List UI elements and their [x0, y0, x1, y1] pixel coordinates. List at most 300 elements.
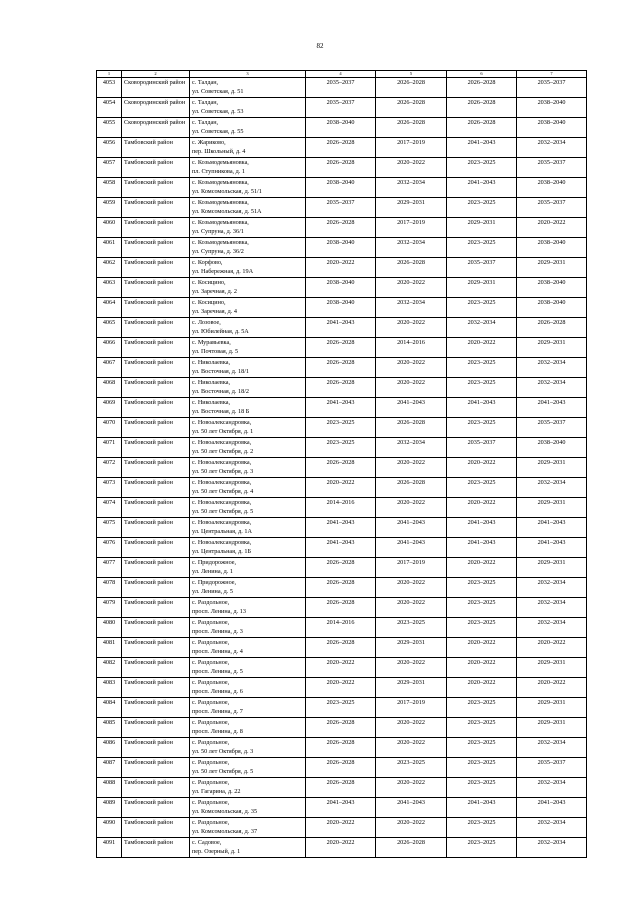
row-number: 4062 [97, 258, 122, 278]
table-row [97, 98, 587, 118]
column-number: 1 [97, 71, 122, 78]
period-cell: 2020–2022 [306, 838, 376, 858]
district-cell: Тамбовский район [122, 358, 190, 378]
address-cell [190, 518, 306, 538]
row-number: 4070 [97, 418, 122, 438]
row-number: 4053 [97, 78, 122, 98]
period-cell: 2035–2037 [306, 98, 376, 118]
address-line-2: ул. Юбилейная, д. 5А [192, 328, 249, 335]
address-line-2: просп. Ленина, д. 6 [192, 688, 243, 695]
period-cell: 2038–2040 [517, 278, 587, 298]
address-line-1: с. Новоалександровка, [192, 419, 252, 426]
period-cell: 2041–2043 [376, 798, 447, 818]
address-line-1: с. Раздольное, [192, 699, 230, 706]
period-cell: 2032–2034 [517, 618, 587, 638]
row-number: 4059 [97, 198, 122, 218]
period-cell: 2032–2034 [517, 378, 587, 398]
address-line-2: ул. 50 лет Октября, д. 3 [192, 748, 254, 755]
period-cell: 2026–2028 [517, 318, 587, 338]
district-cell: Тамбовский район [122, 718, 190, 738]
table-row [97, 278, 587, 298]
address-line-1: с. Новоалександровка, [192, 519, 252, 526]
row-number: 4087 [97, 758, 122, 778]
address-cell [190, 778, 306, 798]
period-cell: 2020–2022 [376, 498, 447, 518]
period-cell: 2026–2028 [306, 738, 376, 758]
district-cell: Тамбовский район [122, 378, 190, 398]
period-cell: 2026–2028 [306, 598, 376, 618]
district-cell: Тамбовский район [122, 518, 190, 538]
address-cell [190, 478, 306, 498]
address-line-2: просп. Ленина, д. 13 [192, 608, 246, 615]
address-cell [190, 218, 306, 238]
address-line-2: ул. Восточная, д. 18/1 [192, 368, 250, 375]
table-row [97, 518, 587, 538]
period-cell: 2038–2040 [517, 118, 587, 138]
period-cell: 2017–2019 [376, 218, 447, 238]
district-cell: Тамбовский район [122, 258, 190, 278]
table-row [97, 418, 587, 438]
period-cell: 2041–2043 [306, 798, 376, 818]
period-cell: 2020–2022 [447, 558, 517, 578]
row-number: 4061 [97, 238, 122, 258]
address-cell [190, 178, 306, 198]
row-number: 4069 [97, 398, 122, 418]
period-cell: 2035–2037 [447, 258, 517, 278]
period-cell: 2029–2031 [517, 258, 587, 278]
district-cell: Тамбовский район [122, 678, 190, 698]
address-cell [190, 238, 306, 258]
address-line-2: просп. Ленина, д. 8 [192, 728, 243, 735]
address-cell [190, 538, 306, 558]
period-cell: 2020–2022 [517, 678, 587, 698]
period-cell: 2020–2022 [376, 778, 447, 798]
row-number: 4057 [97, 158, 122, 178]
address-cell [190, 758, 306, 778]
period-cell: 2038–2040 [517, 438, 587, 458]
period-cell: 2041–2043 [447, 518, 517, 538]
period-cell: 2020–2022 [376, 458, 447, 478]
period-cell: 2023–2025 [376, 758, 447, 778]
table-row [97, 258, 587, 278]
column-number: 5 [376, 71, 447, 78]
address-line-2: ул. Супруна, д. 36/2 [192, 248, 244, 255]
address-line-2: ул. Комсомольская, д. 37 [192, 828, 258, 835]
address-line-2: пер. Школьный, д. 4 [192, 148, 246, 155]
address-line-1: с. Раздольное, [192, 799, 230, 806]
district-cell: Тамбовский район [122, 538, 190, 558]
period-cell: 2041–2043 [447, 138, 517, 158]
period-cell: 2041–2043 [376, 518, 447, 538]
district-cell: Тамбовский район [122, 458, 190, 478]
district-cell: Тамбовский район [122, 798, 190, 818]
row-number: 4073 [97, 478, 122, 498]
period-cell: 2029–2031 [517, 698, 587, 718]
table-row [97, 818, 587, 838]
row-number: 4080 [97, 618, 122, 638]
column-number: 2 [122, 71, 190, 78]
period-cell: 2026–2028 [306, 558, 376, 578]
district-cell: Тамбовский район [122, 618, 190, 638]
address-line-1: с. Раздольное, [192, 659, 230, 666]
period-cell: 2029–2031 [517, 718, 587, 738]
address-line-2: ул. Комсомольская, д. 51А [192, 208, 262, 215]
table-row [97, 138, 587, 158]
address-cell [190, 798, 306, 818]
period-cell: 2035–2037 [517, 78, 587, 98]
period-cell: 2023–2025 [447, 238, 517, 258]
period-cell: 2026–2028 [306, 338, 376, 358]
row-number: 4055 [97, 118, 122, 138]
period-cell: 2026–2028 [306, 778, 376, 798]
address-cell [190, 118, 306, 138]
period-cell: 2032–2034 [376, 298, 447, 318]
table-row [97, 198, 587, 218]
address-line-2: ул. Ленина, д. 5 [192, 588, 234, 595]
period-cell: 2023–2025 [306, 698, 376, 718]
address-line-2: ул. 50 лет Октября, д. 5 [192, 768, 254, 775]
district-cell: Тамбовский район [122, 638, 190, 658]
period-cell: 2032–2034 [517, 138, 587, 158]
period-cell: 2023–2025 [447, 838, 517, 858]
table-row [97, 218, 587, 238]
district-cell: Тамбовский район [122, 698, 190, 718]
address-line-2: ул. Комсомольская, д. 35 [192, 808, 258, 815]
period-cell: 2026–2028 [376, 258, 447, 278]
address-cell [190, 298, 306, 318]
period-cell: 2026–2028 [447, 78, 517, 98]
row-number: 4063 [97, 278, 122, 298]
period-cell: 2029–2031 [517, 558, 587, 578]
period-cell: 2041–2043 [447, 398, 517, 418]
period-cell: 2029–2031 [517, 458, 587, 478]
address-cell [190, 458, 306, 478]
period-cell: 2020–2022 [306, 478, 376, 498]
table-row [97, 318, 587, 338]
address-cell [190, 638, 306, 658]
address-line-1: с. Жариково, [192, 139, 226, 146]
row-number: 4082 [97, 658, 122, 678]
table-row [97, 798, 587, 818]
period-cell: 2026–2028 [447, 98, 517, 118]
row-number: 4089 [97, 798, 122, 818]
period-cell: 2038–2040 [306, 298, 376, 318]
column-number-row [97, 71, 587, 78]
period-cell: 2035–2037 [517, 198, 587, 218]
address-line-2: ул. Советская, д. 51 [192, 88, 244, 95]
address-line-1: с. Талдан, [192, 119, 219, 126]
address-line-2: ул. 50 лет Октября, д. 3 [192, 468, 254, 475]
district-cell: Тамбовский район [122, 758, 190, 778]
address-line-2: ул. Центральная, д. 1Б [192, 548, 251, 555]
period-cell: 2041–2043 [447, 798, 517, 818]
row-number: 4066 [97, 338, 122, 358]
address-line-1: с. Козьмодемьяновка, [192, 199, 249, 206]
period-cell: 2026–2028 [306, 638, 376, 658]
period-cell: 2023–2025 [376, 618, 447, 638]
district-cell: Тамбовский район [122, 138, 190, 158]
period-cell: 2017–2019 [376, 138, 447, 158]
address-line-1: с. Лозовое, [192, 319, 221, 326]
address-cell [190, 98, 306, 118]
period-cell: 2026–2028 [306, 218, 376, 238]
period-cell: 2038–2040 [517, 298, 587, 318]
address-cell [190, 158, 306, 178]
address-line-1: с. Козьмодемьяновка, [192, 179, 249, 186]
period-cell: 2023–2025 [447, 738, 517, 758]
address-cell [190, 418, 306, 438]
district-cell: Сковородинский район [122, 78, 190, 98]
period-cell: 2038–2040 [517, 98, 587, 118]
table-row [97, 578, 587, 598]
table-row [97, 618, 587, 638]
period-cell: 2032–2034 [517, 578, 587, 598]
period-cell: 2041–2043 [517, 538, 587, 558]
period-cell: 2032–2034 [376, 178, 447, 198]
table-row [97, 458, 587, 478]
period-cell: 2029–2031 [517, 658, 587, 678]
table-row [97, 758, 587, 778]
period-cell: 2020–2022 [306, 678, 376, 698]
district-cell: Тамбовский район [122, 178, 190, 198]
period-cell: 2041–2043 [447, 538, 517, 558]
address-line-1: с. Косицино, [192, 279, 226, 286]
address-line-2: ул. Центральная, д. 1А [192, 528, 252, 535]
row-number: 4075 [97, 518, 122, 538]
period-cell: 2035–2037 [306, 198, 376, 218]
table-row [97, 338, 587, 358]
row-number: 4058 [97, 178, 122, 198]
address-cell [190, 598, 306, 618]
address-cell [190, 578, 306, 598]
district-cell: Тамбовский район [122, 318, 190, 338]
period-cell: 2026–2028 [376, 838, 447, 858]
row-number: 4079 [97, 598, 122, 618]
row-number: 4067 [97, 358, 122, 378]
district-cell: Тамбовский район [122, 818, 190, 838]
address-cell [190, 818, 306, 838]
address-line-1: с. Новоалександровка, [192, 479, 252, 486]
row-number: 4068 [97, 378, 122, 398]
address-line-2: пл. Ступникова, д. 1 [192, 168, 245, 175]
period-cell: 2017–2019 [376, 698, 447, 718]
period-cell: 2020–2022 [376, 578, 447, 598]
period-cell: 2041–2043 [376, 538, 447, 558]
district-cell: Тамбовский район [122, 438, 190, 458]
period-cell: 2023–2025 [447, 158, 517, 178]
column-number: 3 [190, 71, 306, 78]
district-cell: Тамбовский район [122, 838, 190, 858]
period-cell: 2023–2025 [306, 418, 376, 438]
period-cell: 2014–2016 [376, 338, 447, 358]
period-cell: 2023–2025 [447, 198, 517, 218]
period-cell: 2038–2040 [306, 238, 376, 258]
address-cell [190, 318, 306, 338]
address-line-2: ул. Комсомольская, д. 51/1 [192, 188, 262, 195]
address-line-2: просп. Ленина, д. 5 [192, 668, 243, 675]
address-line-1: с. Муравьевка, [192, 339, 231, 346]
address-line-1: с. Новоалександровка, [192, 539, 252, 546]
period-cell: 2029–2031 [376, 638, 447, 658]
address-cell [190, 438, 306, 458]
address-cell [190, 398, 306, 418]
address-line-2: ул. Советская, д. 55 [192, 128, 244, 135]
address-line-2: ул. Заречная, д. 4 [192, 308, 237, 315]
page-number: 82 [316, 42, 324, 50]
period-cell: 2026–2028 [376, 418, 447, 438]
district-cell: Тамбовский район [122, 578, 190, 598]
period-cell: 2035–2037 [517, 418, 587, 438]
period-cell: 2032–2034 [517, 778, 587, 798]
address-line-1: с. Раздольное, [192, 779, 230, 786]
address-cell [190, 258, 306, 278]
address-line-1: с. Раздольное, [192, 759, 230, 766]
period-cell: 2032–2034 [517, 358, 587, 378]
period-cell: 2020–2022 [306, 818, 376, 838]
district-cell: Тамбовский район [122, 158, 190, 178]
period-cell: 2032–2034 [447, 318, 517, 338]
address-line-1: с. Николаевка, [192, 359, 231, 366]
district-cell: Тамбовский район [122, 558, 190, 578]
address-line-2: ул. 50 лет Октября, д. 5 [192, 508, 254, 515]
period-cell: 2020–2022 [447, 678, 517, 698]
address-line-1: с. Придорожное, [192, 579, 237, 586]
period-cell: 2032–2034 [517, 738, 587, 758]
period-cell: 2026–2028 [306, 718, 376, 738]
period-cell: 2041–2043 [306, 538, 376, 558]
row-number: 4084 [97, 698, 122, 718]
address-line-2: ул. 50 лет Октября, д. 4 [192, 488, 254, 495]
period-cell: 2023–2025 [447, 598, 517, 618]
period-cell: 2032–2034 [517, 478, 587, 498]
row-number: 4091 [97, 838, 122, 858]
address-line-2: ул. 50 лет Октября, д. 1 [192, 428, 254, 435]
period-cell: 2026–2028 [376, 78, 447, 98]
address-line-1: с. Талдан, [192, 99, 219, 106]
table-row [97, 778, 587, 798]
address-cell [190, 698, 306, 718]
period-cell: 2026–2028 [306, 758, 376, 778]
period-cell: 2020–2022 [517, 218, 587, 238]
address-line-1: с. Корфово, [192, 259, 223, 266]
period-cell: 2023–2025 [447, 718, 517, 738]
address-line-2: ул. Гагарина, д. 22 [192, 788, 241, 795]
period-cell: 2038–2040 [306, 178, 376, 198]
period-cell: 2026–2028 [376, 478, 447, 498]
district-cell: Тамбовский район [122, 198, 190, 218]
period-cell: 2041–2043 [447, 178, 517, 198]
address-line-2: просп. Ленина, д. 4 [192, 648, 243, 655]
period-cell: 2029–2031 [447, 218, 517, 238]
table-row [97, 538, 587, 558]
address-line-1: с. Козьмодемьяновка, [192, 159, 249, 166]
period-cell: 2020–2022 [376, 718, 447, 738]
period-cell: 2020–2022 [376, 598, 447, 618]
period-cell: 2026–2028 [376, 98, 447, 118]
district-cell: Тамбовский район [122, 218, 190, 238]
period-cell: 2020–2022 [376, 658, 447, 678]
address-line-1: с. Раздольное, [192, 819, 230, 826]
district-cell: Тамбовский район [122, 738, 190, 758]
row-number: 4071 [97, 438, 122, 458]
address-line-1: с. Николаевка, [192, 399, 231, 406]
period-cell: 2035–2037 [447, 438, 517, 458]
period-cell: 2020–2022 [306, 258, 376, 278]
address-line-2: пер. Озерный, д. 1 [192, 848, 241, 855]
period-cell: 2020–2022 [447, 498, 517, 518]
address-line-1: с. Косицино, [192, 299, 226, 306]
period-cell: 2026–2028 [376, 118, 447, 138]
period-cell: 2023–2025 [447, 578, 517, 598]
district-cell: Тамбовский район [122, 598, 190, 618]
address-cell [190, 718, 306, 738]
address-cell [190, 678, 306, 698]
period-cell: 2038–2040 [306, 278, 376, 298]
row-number: 4077 [97, 558, 122, 578]
address-cell [190, 618, 306, 638]
address-cell [190, 338, 306, 358]
period-cell: 2029–2031 [376, 198, 447, 218]
address-cell [190, 278, 306, 298]
address-cell [190, 658, 306, 678]
row-number: 4056 [97, 138, 122, 158]
address-line-2: ул. Супруна, д. 36/1 [192, 228, 244, 235]
period-cell: 2020–2022 [447, 458, 517, 478]
address-line-2: просп. Ленина, д. 3 [192, 628, 243, 635]
table-row [97, 498, 587, 518]
row-number: 4090 [97, 818, 122, 838]
period-cell: 2032–2034 [376, 438, 447, 458]
table-row [97, 178, 587, 198]
period-cell: 2041–2043 [376, 398, 447, 418]
period-cell: 2026–2028 [306, 358, 376, 378]
period-cell: 2023–2025 [447, 778, 517, 798]
period-cell: 2038–2040 [306, 118, 376, 138]
row-number: 4081 [97, 638, 122, 658]
period-cell: 2023–2025 [447, 818, 517, 838]
address-line-2: ул. Советская, д. 53 [192, 108, 244, 115]
table-row [97, 718, 587, 738]
period-cell: 2041–2043 [517, 798, 587, 818]
period-cell: 2041–2043 [306, 318, 376, 338]
table-row [97, 378, 587, 398]
table-row [97, 838, 587, 858]
address-cell [190, 498, 306, 518]
period-cell: 2041–2043 [517, 518, 587, 538]
period-cell: 2029–2031 [376, 678, 447, 698]
table-row [97, 638, 587, 658]
district-cell: Тамбовский район [122, 778, 190, 798]
address-line-1: с. Козьмодемьяновка, [192, 239, 249, 246]
address-line-2: ул. Почтовая, д. 5 [192, 348, 239, 355]
period-cell: 2020–2022 [376, 158, 447, 178]
row-number: 4078 [97, 578, 122, 598]
address-line-2: ул. Ленина, д. 1 [192, 568, 234, 575]
period-cell: 2029–2031 [517, 338, 587, 358]
row-number: 4065 [97, 318, 122, 338]
period-cell: 2035–2037 [306, 78, 376, 98]
address-cell [190, 738, 306, 758]
row-number: 4074 [97, 498, 122, 518]
address-line-1: с. Новоалександровка, [192, 499, 252, 506]
period-cell: 2041–2043 [517, 398, 587, 418]
period-cell: 2041–2043 [306, 518, 376, 538]
row-number: 4060 [97, 218, 122, 238]
period-cell: 2020–2022 [447, 638, 517, 658]
address-cell [190, 198, 306, 218]
period-cell: 2020–2022 [376, 358, 447, 378]
period-cell: 2026–2028 [306, 158, 376, 178]
